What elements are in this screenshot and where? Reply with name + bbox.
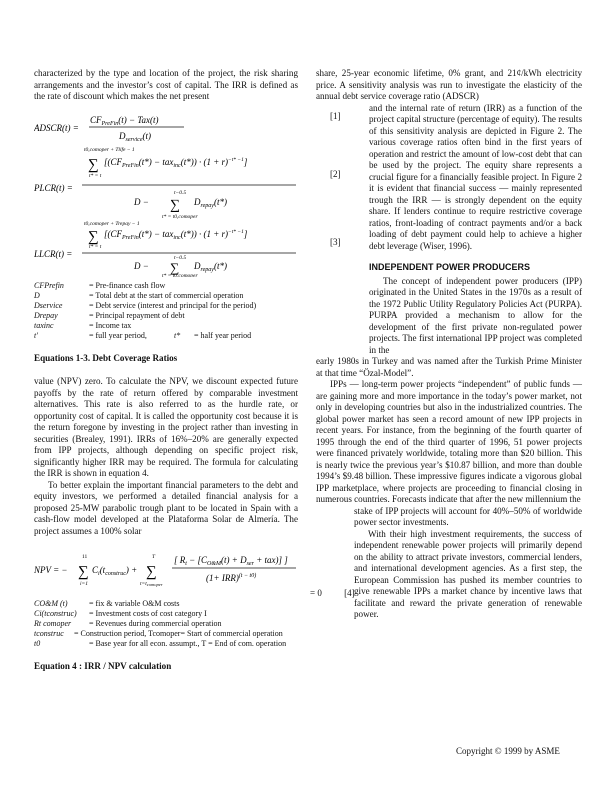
equation-label-1: [1] <box>330 110 341 121</box>
npv-sum2-bottom: t=tcomoper <box>140 581 163 587</box>
npv-lhs: NPV = − <box>34 565 68 575</box>
adscr-denominator: $D_{service}(t)$ <box>119 130 151 143</box>
llcr-inner-expression: $[(CF_{PreFin}(t*) - tax_{inc}(t*)) \cdot (1 + r)^{-t* -1}]$ <box>104 228 248 241</box>
llcr-den-sigma: ∑ <box>170 259 180 275</box>
npv-sum1-bottom: i=1 <box>80 581 88 587</box>
paragraph: and the internal rate of return (IRR) as a function of the project capital structure (percentage of equity). The results of this sensitivity analysis are depicted in Figure 2. The various coverage ratios often bind in the first years of operation and restrict the amount of low-cost debt that can be used by the project. The equity share represents a crucial figure for a financially feasible project. In Figure 2 it is evident that financial success — mainly represented trough the IRR — is strongly dependent on the equity share. If lenders continue to require restrictive coverage ratios, front-loading of contract payments and/or a back loading of debt payment could help to achieve a higher debt leverage (Wiser, 1996). <box>369 102 582 251</box>
definition-row: Ci(tconstruc) = Investment costs of cost category I <box>34 609 207 618</box>
adscr-lhs: ADSCR(t) = <box>34 122 79 133</box>
npv-equals-zero: = 0 [4] <box>310 588 355 598</box>
paragraph: IPPs — long-term power projects “independent” of public funds — are gaining more and more importance in the today’s power market, not only in developing countries but also in the industrialized countries. The global power market has seen a record amount of new IPP projects in recent years. For instance, from the beginning of the fourth quarter of 1995 through the end of the third quarter of 1996, 51 power projects were financed privately worldwide, totaling more than $20 billion. This is nearly twice the previous year’s $10.87 billion, and more than double 1994’s $9.48 billion. These impressive figures indicate a vigorous global IPP marketplace, where projects are proceeding to financial closing in numerous countries. Forecasts indicate that after the new millennium the <box>316 379 582 504</box>
plcr-den-sigma: ∑ <box>170 197 180 213</box>
left-column <box>34 68 355 685</box>
paragraph: The concept of independent power producers (IPP) originated in the United States in the 1970s as a result of the 1972 Public Utility Regulatory Policies Act (PURPA). PURPA provided a mechanism to allow for the development of the first private non-regulated power projects. The first international IPP project was completed in the <box>369 275 582 355</box>
paragraph: With their high investment requirements, the success of independent renewable power projects will primarily depend on the ability to attract private investors, commercial lenders, and international development agencies. As a first step, the European Commission has pushed its member countries to give renewable IPPs a market chance by incentive laws that facilitate and reward the private generation of renewable power. <box>354 528 582 619</box>
definition-row: D = Total debt at the start of commercial operation <box>34 290 244 300</box>
definition-row: Drepay = Principal repayment of debt <box>34 310 185 320</box>
definition-row: taxinc = Income tax <box>34 320 132 330</box>
npv-sum1-top: 11 <box>82 554 88 560</box>
plcr-den-sum-bottom: t* = t0,comoper <box>162 213 198 220</box>
definition-row: Dservice = Debt service (interest and principal for the period) <box>34 300 257 310</box>
npv-sum2-top: T <box>152 554 156 560</box>
llcr-den-sum-bottom: t* = t0,comoper <box>162 272 198 277</box>
npv-sigma2: ∑ <box>146 564 157 580</box>
llcr-sum-bottom: t* = t <box>89 243 102 250</box>
definition-row: tconstruc = Construction period, Tcomoper= Start of commercial operation <box>34 629 283 638</box>
paragraph: value (NPV) zero. To calculate the NPV, we discount expected future payoffs by the rate of return offered by comparable investment alternatives. This rate is also referred to as the hurdle rate, or opportunity cost of capital. It is called the opportunity cost because it is the return foregone by investing in the project rather than investing in securities (Brealey, 1991). IRRs of 16%–20% are generally expected from IPP projects, although depending on specific project risk, significantly higher IRR may be required. The formula for calculating the IRR is shown in equation 4. <box>34 376 298 478</box>
definition-row: t0 = Base year for all econ. assumpt., T = End of com. operation <box>34 639 287 648</box>
plcr-lhs: PLCR(t) = <box>34 182 73 193</box>
npv-sigma1: ∑ <box>78 564 89 580</box>
definitions-list <box>34 281 298 341</box>
llcr-lhs: LLCR(t) = <box>34 248 73 259</box>
equation-caption-1-3: Equations 1-3. Debt Coverage Ratios <box>34 352 178 363</box>
paragraph: early 1980s in Turkey and was named after the Turkish Prime Minister at that time “Özal-Model”. <box>316 356 582 378</box>
paragraph: stake of IPP projects will account for 40%–50% of worldwide power sector investments. <box>354 505 582 527</box>
section-heading: INDEPENDENT POWER PRODUCERS <box>369 262 531 272</box>
llcr-sigma: ∑ <box>88 228 99 245</box>
equation-label-2: [2] <box>330 168 341 179</box>
adscr-numerator: $CF_{PreFin}(t) - Tax(t)$ <box>90 114 159 127</box>
definition-row: CO&M (t) = fix & variable O&M costs <box>34 599 180 608</box>
plcr-sum-top: t0,comoper + Tlife − 1 <box>84 146 135 153</box>
paragraph: share, 25-year economic lifetime, 0% grant, and 21¢/kWh electricity price. A sensitivity analysis was run to investigate the elasticity of the annual debt service coverage ratio (ADSCR) <box>316 68 582 101</box>
right-column <box>316 68 582 621</box>
llcr-den-sum-top: t−0.5 <box>174 254 187 261</box>
plcr-den-drepay: $D_{repay}(t*)$ <box>194 196 227 209</box>
npv-denominator: (1+ IRR)$^{(t - t0)}$ <box>206 573 257 583</box>
equation-caption-4: Equation 4 : IRR / NPV calculation <box>34 661 172 671</box>
plcr-den-d: D − <box>134 196 149 207</box>
paragraph: To better explain the important financial parameters to the debt and equity investors, we performed a detailed financial analysis for a proposed 25-MW parabolic trough plant to be located in Spain with a cash-flow model developed at the Plataforma Solar de Almería. The project assumes a 100% solar <box>34 479 298 536</box>
plcr-inner-expression: $[(CF_{PreFin}(t*) - tax_{inc}(t*)) \cdot (1 + r)^{-t* -1}]$ <box>104 156 248 169</box>
debt-coverage-equations <box>34 105 298 277</box>
wrapped-block-1 <box>316 103 582 253</box>
npv-term1: $C_i(t_{construc})$ + <box>92 565 138 577</box>
definition-row: CFPrefin = Pre-finance cash flow <box>34 280 166 290</box>
npv-numerator: [ $R_t - [C_{O\&M}(t) + D_{ser} + tax)$] ] <box>174 555 288 567</box>
equation-label-3: [3] <box>330 236 341 247</box>
plcr-den-sum-top: t−0.5 <box>174 189 187 196</box>
definition-row: Rt comoper = Revenues during commercial operation <box>34 619 222 628</box>
copyright-footer: Copyright © 1999 by ASME <box>456 746 560 756</box>
paragraph: characterized by the type and location of the project, the risk sharing arrangements and the investor’s cost of capital. The IRR is defined as the rate of discount which makes the net present <box>34 68 298 101</box>
definition-row: t' = full year period, t* = half year period <box>34 330 252 340</box>
npv-definitions-list <box>34 599 298 649</box>
npv-equation <box>34 543 298 595</box>
llcr-den-drepay: $D_{repay}(t*)$ <box>194 260 227 273</box>
llcr-den-d: D − <box>134 260 149 271</box>
llcr-sum-top: t0,comoper + Trepay − 1 <box>84 220 140 227</box>
plcr-sum-bottom: t* = t <box>89 172 102 179</box>
plcr-sigma: ∑ <box>88 156 99 173</box>
